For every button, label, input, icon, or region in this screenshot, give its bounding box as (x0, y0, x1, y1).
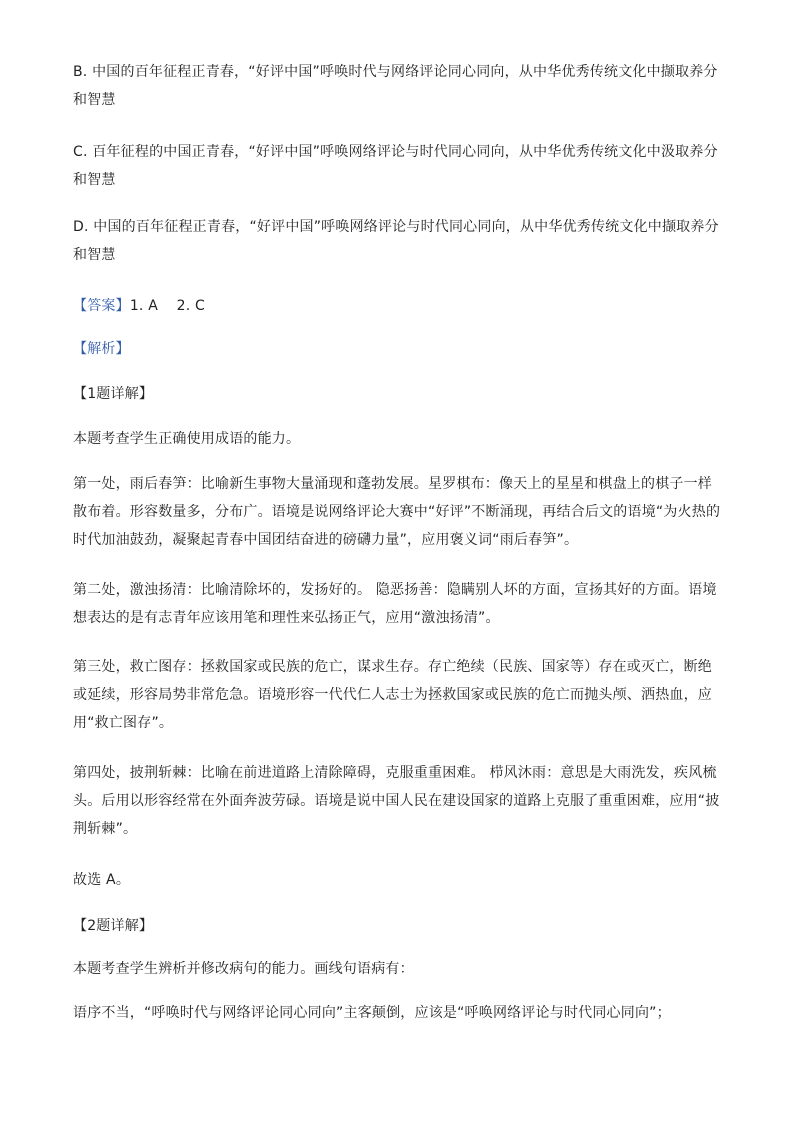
q1-item1: 第一处，雨后春笋：比喻新生事物大量涌现和蓬勃发展。星罗棋布：像天上的星星和棋盘上的棋子一样散布着。形容数量多，分布广。语境是说网络评论大赛中“好评”不断涌现，再结合后文的语境“为火热的时代加油鼓劲，凝聚起青春中国团结奋进的磅礴力量”，应用褒义词“雨后春笋”。 (73, 476, 721, 548)
analysis-label: 【解析】 (73, 341, 130, 357)
q1-item4: 第四处，披荆斩棘：比喻在前进道路上清除障碍，克服重重困难。 栉风沐雨：意思是大雨洗发，疾风梳头。后用以形容经常在外面奔波劳碌。语境是说中国人民在建设国家的道路上克服了重重困难，应用“披荆斩棘”。 (73, 765, 720, 837)
option-d-line1: D. 中国的百年征程正青春，“好评中国”呼唤网络评论与时代同心同向，从中华优秀传统文化中撷取养分 (73, 219, 719, 235)
option-c-line2: 和智慧 (73, 172, 116, 188)
option-b (73, 58, 725, 114)
q2-heading: 【2题详解】 (73, 918, 154, 934)
answer-label: 【答案】 (73, 298, 130, 314)
q2-item1: 语序不当，“呼唤时代与网络评论同心同向”主客颠倒，应该是“呼唤网络评论与时代同心同向”； (73, 1005, 671, 1021)
answer-value: 1. A 2. C (129, 298, 205, 314)
q1-intro: 本题考查学生正确使用成语的能力。 (73, 431, 301, 447)
analysis-heading (73, 335, 725, 363)
q2-intro: 本题考查学生辨析并修改病句的能力。画线句语病有： (73, 961, 414, 977)
option-d-line2: 和智慧 (73, 247, 116, 263)
option-c-line1: C. 百年征程的中国正青春，“好评中国”呼唤网络评论与时代同心同向，从中华优秀传统文化中汲取养分 (73, 144, 718, 160)
answer-line (73, 292, 725, 320)
q1-heading: 【1题详解】 (73, 386, 154, 402)
option-b-line1: B. 中国的百年征程正青春，“好评中国”呼唤时代与网络评论同心同向，从中华优秀传统文化中撷取养分 (73, 64, 718, 80)
option-b-line2: 和智慧 (73, 92, 116, 108)
q1-item3: 第三处，救亡图存：拯救国家或民族的危亡，谋求生存。存亡绝续（民族、国家等）存在或灭亡，断绝或延续，形容局势非常危急。语境形容一代代仁人志士为拯救国家或民族的危亡而抛头颅、洒热血，应用“救亡图存”。 (73, 659, 712, 731)
option-d (73, 213, 725, 269)
option-c (73, 138, 725, 194)
q1-item2: 第二处，激浊扬清：比喻清除坏的，发扬好的。 隐恶扬善：隐瞒别人坏的方面，宣扬其好的方面。语境想表达的是有志青年应该用笔和理性来弘扬正气，应用“激浊扬清”。 (73, 582, 717, 626)
q1-conclusion: 故选 A。 (73, 872, 131, 888)
